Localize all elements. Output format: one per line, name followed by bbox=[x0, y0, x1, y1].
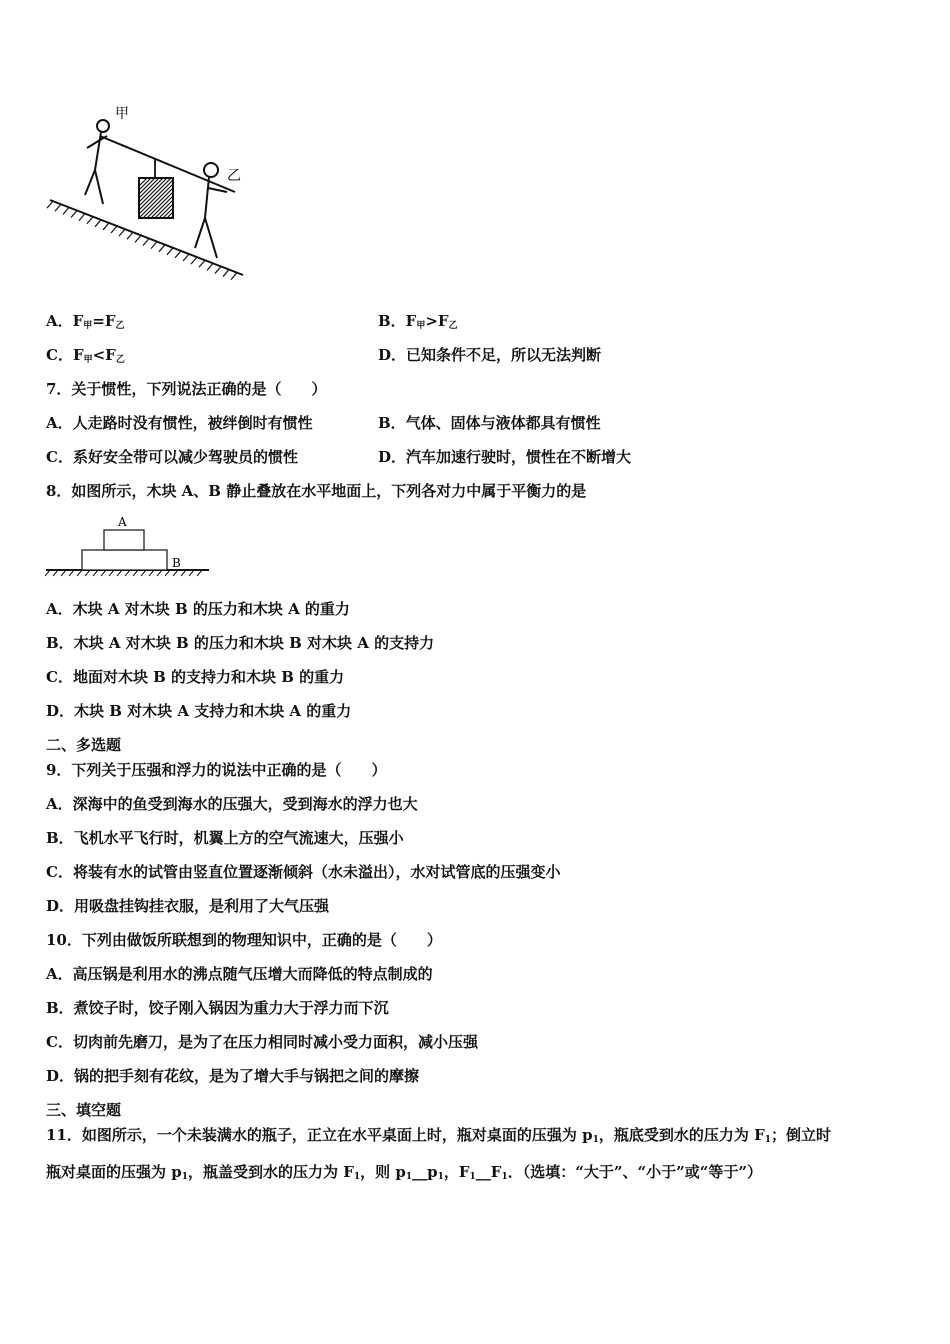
figure-people-on-slope bbox=[45, 100, 255, 285]
q10-option-a: A．高压锅是利用水的沸点随气压增大而降低的特点制成的 bbox=[46, 965, 433, 983]
block-label-b: B bbox=[172, 556, 181, 570]
q6-option-a: A．$F_甲=F_乙$ bbox=[46, 312, 125, 331]
q8-option-b: B．木块 A 对木块 B 的压力和木块 B 对木块 A 的支持力 bbox=[46, 634, 435, 652]
figure-stacked-blocks bbox=[44, 512, 214, 582]
q9-option-b: B．飞机水平飞行时，机翼上方的空气流速大，压强小 bbox=[46, 829, 404, 847]
q10-option-b: B．煮饺子时，饺子刚入锅因为重力大于浮力而下沉 bbox=[46, 999, 389, 1017]
q7-option-c: C．系好安全带可以减少驾驶员的惯性 bbox=[46, 448, 298, 466]
q11-line-1: 11．如图所示，一个未装满水的瓶子，正立在水平桌面上时，瓶对桌面的压强为 $p_1$，瓶底受到水的压力为 $F_1$；倒立时 bbox=[46, 1126, 832, 1145]
figure-label-yi: 乙 bbox=[227, 168, 241, 184]
section-fill-blank: 三、填空题 bbox=[46, 1101, 122, 1119]
q8-option-d: D．木块 B 对木块 A 支持力和木块 A 的重力 bbox=[46, 702, 352, 720]
q6-option-b: B．$F_甲>F_乙$ bbox=[378, 312, 458, 331]
q11-line-2: 瓶对桌面的压强为 $p_1$，瓶盖受到水的压力为 $F_1$，则 $p_1\_\_p_1$，$F_1\_\_F_1$．（选填：“大于”、“小于”或“等于”） bbox=[46, 1163, 762, 1182]
q7-option-a: A．人走路时没有惯性，被绊倒时有惯性 bbox=[46, 414, 313, 432]
q8-option-a: A．木块 A 对木块 B 的压力和木块 A 的重力 bbox=[46, 600, 350, 618]
q10-stem: 10．下列由做饭所联想到的物理知识中，正确的是（ ） bbox=[46, 931, 442, 949]
q9-option-c: C．将装有水的试管由竖直位置逐渐倾斜（水未溢出），水对试管底的压强变小 bbox=[46, 863, 561, 881]
q9-stem: 9．下列关于压强和浮力的说法中正确的是（ ） bbox=[46, 761, 387, 779]
q8-stem: 8．如图所示，木块 A、B 静止叠放在水平地面上，下列各对力中属于平衡力的是 bbox=[46, 482, 587, 500]
q10-option-c: C．切肉前先磨刀，是为了在压力相同时减小受力面积，减小压强 bbox=[46, 1033, 478, 1051]
q7-stem: 7．关于惯性，下列说法正确的是（ ） bbox=[46, 380, 327, 398]
section-multi-choice: 二、多选题 bbox=[46, 736, 122, 754]
q7-option-b: B．气体、固体与液体都具有惯性 bbox=[378, 414, 601, 432]
q10-option-d: D．锅的把手刻有花纹，是为了增大手与锅把之间的摩擦 bbox=[46, 1067, 420, 1085]
q8-option-c: C．地面对木块 B 的支持力和木块 B 的重力 bbox=[46, 668, 345, 686]
q6-option-d: D．已知条件不足，所以无法判断 bbox=[378, 346, 602, 364]
block-label-a: A bbox=[118, 515, 127, 529]
q9-option-a: A．深海中的鱼受到海水的压强大，受到海水的浮力也大 bbox=[46, 795, 418, 813]
q6-option-c: C．$F_甲<F_乙$ bbox=[46, 346, 125, 365]
figure-label-jia: 甲 bbox=[115, 106, 129, 122]
q9-option-d: D．用吸盘挂钩挂衣服，是利用了大气压强 bbox=[46, 897, 330, 915]
q7-option-d: D．汽车加速行驶时，惯性在不断增大 bbox=[378, 448, 632, 466]
